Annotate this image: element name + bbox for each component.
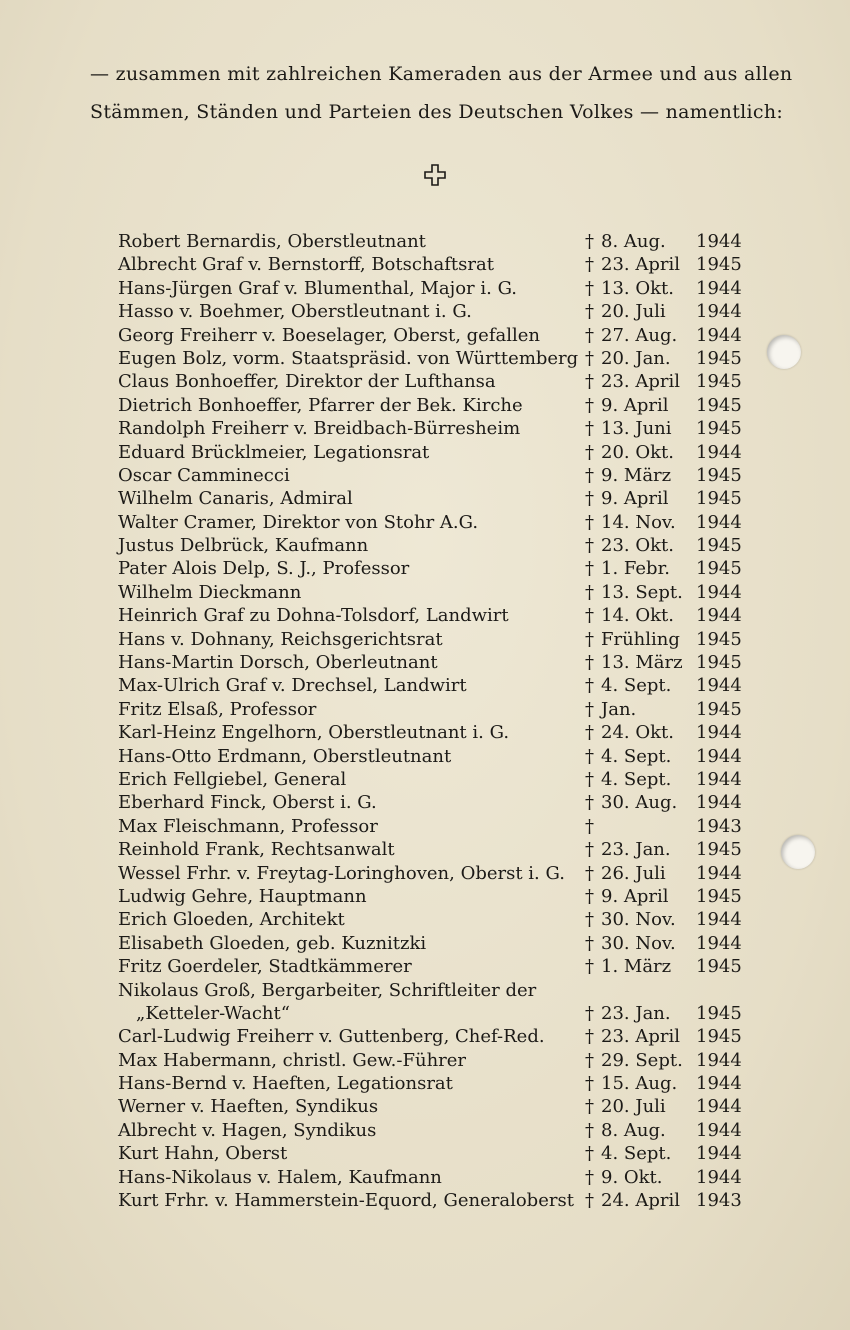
death-cross: † [585, 1166, 594, 1188]
death-date: 20. Juli [601, 301, 666, 323]
death-year: 1945 [696, 1002, 742, 1024]
death-cross: † [585, 1119, 594, 1141]
list-item [118, 557, 748, 580]
death-date: 13. März [601, 652, 683, 674]
death-year: 1944 [696, 1073, 742, 1095]
intro-line-1: — zusammen mit zahlreichen Kameraden aus der Armee und aus allen [90, 63, 793, 85]
death-year: 1944 [696, 277, 742, 299]
death-year: 1944 [696, 1166, 742, 1188]
death-date: 23. Okt. [601, 535, 674, 557]
death-cross: † [585, 839, 594, 861]
list-item [118, 1142, 748, 1165]
person-name: Carl-Ludwig Freiherr v. Guttenberg, Chef-Red. [118, 1026, 545, 1048]
death-date: 13. Sept. [601, 581, 683, 603]
death-date: 26. Juli [601, 862, 666, 884]
list-item [118, 628, 748, 651]
person-name: Ludwig Gehre, Hauptmann [118, 885, 367, 907]
death-year: 1944 [696, 605, 742, 627]
person-name: Erich Fellgiebel, General [118, 768, 347, 790]
death-cross: † [585, 885, 594, 907]
person-name: Heinrich Graf zu Dohna-Tolsdorf, Landwirt [118, 605, 509, 627]
death-date: Frühling [601, 628, 680, 650]
punch-hole [767, 335, 801, 369]
death-cross: † [585, 441, 594, 463]
death-year: 1945 [696, 488, 742, 510]
death-date: 15. Aug. [601, 1073, 678, 1095]
list-item [118, 791, 748, 814]
list-item [118, 768, 748, 791]
death-cross: † [585, 1143, 594, 1165]
intro-text [90, 55, 793, 131]
person-name: Kurt Hahn, Oberst [118, 1143, 288, 1165]
death-year: 1944 [696, 862, 742, 884]
person-name: Hans-Jürgen Graf v. Blumenthal, Major i. G. [118, 277, 518, 299]
list-item [118, 1072, 748, 1095]
death-cross: † [585, 956, 594, 978]
death-year: 1944 [696, 1049, 742, 1071]
intro-line-2: Stämmen, Ständen und Parteien des Deutschen Volkes — namentlich: [90, 101, 784, 123]
list-item [118, 347, 748, 370]
death-year: 1944 [696, 511, 742, 533]
death-date: 23. April [601, 1026, 680, 1048]
death-cross: † [585, 301, 594, 323]
death-date: 23. April [601, 371, 680, 393]
person-name: Hans v. Dohnany, Reichsgerichtsrat [118, 628, 443, 650]
death-year: 1945 [696, 839, 742, 861]
death-cross: † [585, 254, 594, 276]
death-date: 4. Sept. [601, 675, 672, 697]
death-cross: † [585, 675, 594, 697]
death-year: 1945 [696, 1026, 742, 1048]
death-date: 9. April [601, 488, 669, 510]
list-item [118, 1119, 748, 1142]
person-name: Nikolaus Groß, Bergarbeiter, Schriftleiter der [118, 979, 537, 1001]
person-name: Georg Freiherr v. Boeselager, Oberst, gefallen [118, 324, 540, 346]
list-item [118, 1189, 748, 1212]
death-year: 1945 [696, 535, 742, 557]
list-item [118, 885, 748, 908]
death-cross: † [585, 1002, 594, 1024]
death-year: 1945 [696, 558, 742, 580]
list-item [118, 862, 748, 885]
person-name: Wilhelm Dieckmann [118, 581, 302, 603]
death-cross: † [585, 394, 594, 416]
person-name: Albrecht v. Hagen, Syndikus [118, 1119, 377, 1141]
list-item [118, 932, 748, 955]
person-name: Reinhold Frank, Rechtsanwalt [118, 839, 395, 861]
death-date: 30. Aug. [601, 792, 678, 814]
death-cross: † [585, 909, 594, 931]
person-name: Claus Bonhoeffer, Direktor der Lufthansa [118, 371, 496, 393]
death-cross: † [585, 815, 594, 837]
death-year: 1945 [696, 698, 742, 720]
person-name: Max Habermann, christl. Gew.-Führer [118, 1049, 467, 1071]
list-item [118, 534, 748, 557]
death-year: 1944 [696, 581, 742, 603]
person-name: Werner v. Haeften, Syndikus [118, 1096, 379, 1118]
death-cross: † [585, 652, 594, 674]
death-year: 1944 [696, 675, 742, 697]
death-date: 4. Sept. [601, 1143, 672, 1165]
death-date: 8. Aug. [601, 231, 666, 252]
cross-ornament-icon [424, 164, 446, 186]
list-item [118, 1095, 748, 1118]
list-item [118, 908, 748, 931]
death-cross: † [585, 464, 594, 486]
death-cross: † [585, 698, 594, 720]
list-item [118, 745, 748, 768]
death-year: 1944 [696, 1096, 742, 1118]
death-cross: † [585, 231, 594, 252]
person-name: Randolph Freiherr v. Breidbach-Bürresheim [118, 418, 521, 440]
list-item [118, 487, 748, 510]
list-item [118, 651, 748, 674]
death-date: 4. Sept. [601, 745, 672, 767]
death-cross: † [585, 1049, 594, 1071]
death-year: 1944 [696, 441, 742, 463]
death-year: 1945 [696, 394, 742, 416]
death-date: 20. Jan. [601, 347, 671, 369]
list-item [118, 1166, 748, 1189]
death-cross: † [585, 792, 594, 814]
person-name: Hans-Martin Dorsch, Oberleutnant [118, 652, 438, 674]
death-date: 24. Okt. [601, 722, 674, 744]
death-date: 4. Sept. [601, 768, 672, 790]
list-item [118, 604, 748, 627]
death-year: 1945 [696, 347, 742, 369]
list-item [118, 464, 748, 487]
list-item [118, 394, 748, 417]
person-name: Hasso v. Boehmer, Oberstleutnant i. G. [118, 301, 472, 323]
death-date: 1. Febr. [601, 558, 670, 580]
death-date: 23. April [601, 254, 680, 276]
death-date: 30. Nov. [601, 909, 676, 931]
death-year: 1944 [696, 722, 742, 744]
death-date: 9. Okt. [601, 1166, 663, 1188]
death-year: 1944 [696, 301, 742, 323]
death-date: 8. Aug. [601, 1119, 666, 1141]
death-date: 13. Okt. [601, 277, 674, 299]
death-year: 1943 [696, 1190, 742, 1212]
person-name: Oscar Camminecci [118, 464, 290, 486]
death-year: 1945 [696, 464, 742, 486]
list-item [118, 698, 748, 721]
death-cross: † [585, 932, 594, 954]
death-year: 1944 [696, 768, 742, 790]
death-year: 1944 [696, 745, 742, 767]
list-item [118, 277, 748, 300]
death-cross: † [585, 1190, 594, 1212]
list-item [118, 1025, 748, 1048]
death-date: 29. Sept. [601, 1049, 683, 1071]
list-item [118, 674, 748, 697]
list-item [118, 979, 748, 1026]
death-year: 1944 [696, 792, 742, 814]
death-year: 1944 [696, 231, 742, 252]
person-name: Eduard Brücklmeier, Legationsrat [118, 441, 430, 463]
death-year: 1945 [696, 956, 742, 978]
person-name: Hans-Otto Erdmann, Oberstleutnant [118, 745, 452, 767]
person-name: Karl-Heinz Engelhorn, Oberstleutnant i. G. [118, 722, 510, 744]
list-item [118, 511, 748, 534]
death-cross: † [585, 722, 594, 744]
death-cross: † [585, 371, 594, 393]
list-item [118, 815, 748, 838]
person-name: Hans-Nikolaus v. Halem, Kaufmann [118, 1166, 442, 1188]
death-year: 1945 [696, 371, 742, 393]
death-cross: † [585, 277, 594, 299]
death-cross: † [585, 418, 594, 440]
death-cross: † [585, 1026, 594, 1048]
punch-hole [781, 835, 815, 869]
death-date: 27. Aug. [601, 324, 678, 346]
death-year: 1945 [696, 652, 742, 674]
death-cross: † [585, 324, 594, 346]
death-year: 1944 [696, 324, 742, 346]
death-date: 20. Juli [601, 1096, 666, 1118]
person-name: Justus Delbrück, Kaufmann [118, 535, 369, 557]
death-year: 1945 [696, 628, 742, 650]
person-name: Erich Gloeden, Architekt [118, 909, 345, 931]
death-year: 1945 [696, 418, 742, 440]
death-cross: † [585, 511, 594, 533]
death-date: Jan. [601, 698, 637, 720]
list-item [118, 230, 748, 253]
person-name: Wessel Frhr. v. Freytag-Loringhoven, Oberst i. G. [118, 862, 565, 884]
list-item [118, 581, 748, 604]
person-name: Robert Bernardis, Oberstleutnant [118, 231, 426, 252]
person-name: Fritz Goerdeler, Stadtkämmerer [118, 956, 412, 978]
death-cross: † [585, 628, 594, 650]
list-item [118, 370, 748, 393]
death-cross: † [585, 488, 594, 510]
death-date: 9. April [601, 885, 669, 907]
death-cross: † [585, 581, 594, 603]
death-date: 1. März [601, 956, 672, 978]
list-item [118, 253, 748, 276]
list-item [118, 300, 748, 323]
death-cross: † [585, 768, 594, 790]
list-item [118, 838, 748, 861]
death-date: 9. April [601, 394, 669, 416]
person-name: Walter Cramer, Direktor von Stohr A.G. [118, 511, 479, 533]
list-item [118, 955, 748, 978]
death-date: 20. Okt. [601, 441, 674, 463]
list-item [118, 324, 748, 347]
death-cross: † [585, 558, 594, 580]
death-date: 13. Juni [601, 418, 672, 440]
person-name: Eberhard Finck, Oberst i. G. [118, 792, 377, 814]
death-year: 1945 [696, 885, 742, 907]
person-name: Eugen Bolz, vorm. Staatspräsid. von Württemberg [118, 347, 579, 369]
person-name: Fritz Elsaß, Professor [118, 698, 317, 720]
person-name: Elisabeth Gloeden, geb. Kuznitzki [118, 932, 427, 954]
death-date: 30. Nov. [601, 932, 676, 954]
death-cross: † [585, 862, 594, 884]
death-year: 1943 [696, 815, 742, 837]
list-item [118, 1049, 748, 1072]
person-name: Pater Alois Delp, S. J., Professor [118, 558, 410, 580]
death-cross: † [585, 745, 594, 767]
death-cross: † [585, 605, 594, 627]
death-year: 1944 [696, 1143, 742, 1165]
death-date: 9. März [601, 464, 672, 486]
person-name-continued: „Ketteler-Wacht“ [136, 1002, 290, 1024]
person-name: Albrecht Graf v. Bernstorff, Botschaftsrat [118, 254, 494, 276]
death-cross: † [585, 1096, 594, 1118]
death-year: 1944 [696, 932, 742, 954]
person-name: Kurt Frhr. v. Hammerstein-Equord, Generaloberst [118, 1190, 574, 1212]
death-date: 14. Nov. [601, 511, 676, 533]
person-name: Max Fleischmann, Professor [118, 815, 378, 837]
names-list [118, 230, 748, 1212]
death-year: 1944 [696, 1119, 742, 1141]
list-item [118, 417, 748, 440]
death-date: 23. Jan. [601, 839, 671, 861]
death-year: 1945 [696, 254, 742, 276]
person-name: Wilhelm Canaris, Admiral [118, 488, 353, 510]
person-name: Dietrich Bonhoeffer, Pfarrer der Bek. Kirche [118, 394, 523, 416]
death-cross: † [585, 347, 594, 369]
list-item [118, 441, 748, 464]
person-name: Hans-Bernd v. Haeften, Legationsrat [118, 1073, 453, 1095]
death-date: 23. Jan. [601, 1002, 671, 1024]
death-cross: † [585, 535, 594, 557]
list-item [118, 721, 748, 744]
death-cross: † [585, 1073, 594, 1095]
death-date: 24. April [601, 1190, 680, 1212]
death-year: 1944 [696, 909, 742, 931]
death-date: 14. Okt. [601, 605, 674, 627]
person-name: Max-Ulrich Graf v. Drechsel, Landwirt [118, 675, 467, 697]
